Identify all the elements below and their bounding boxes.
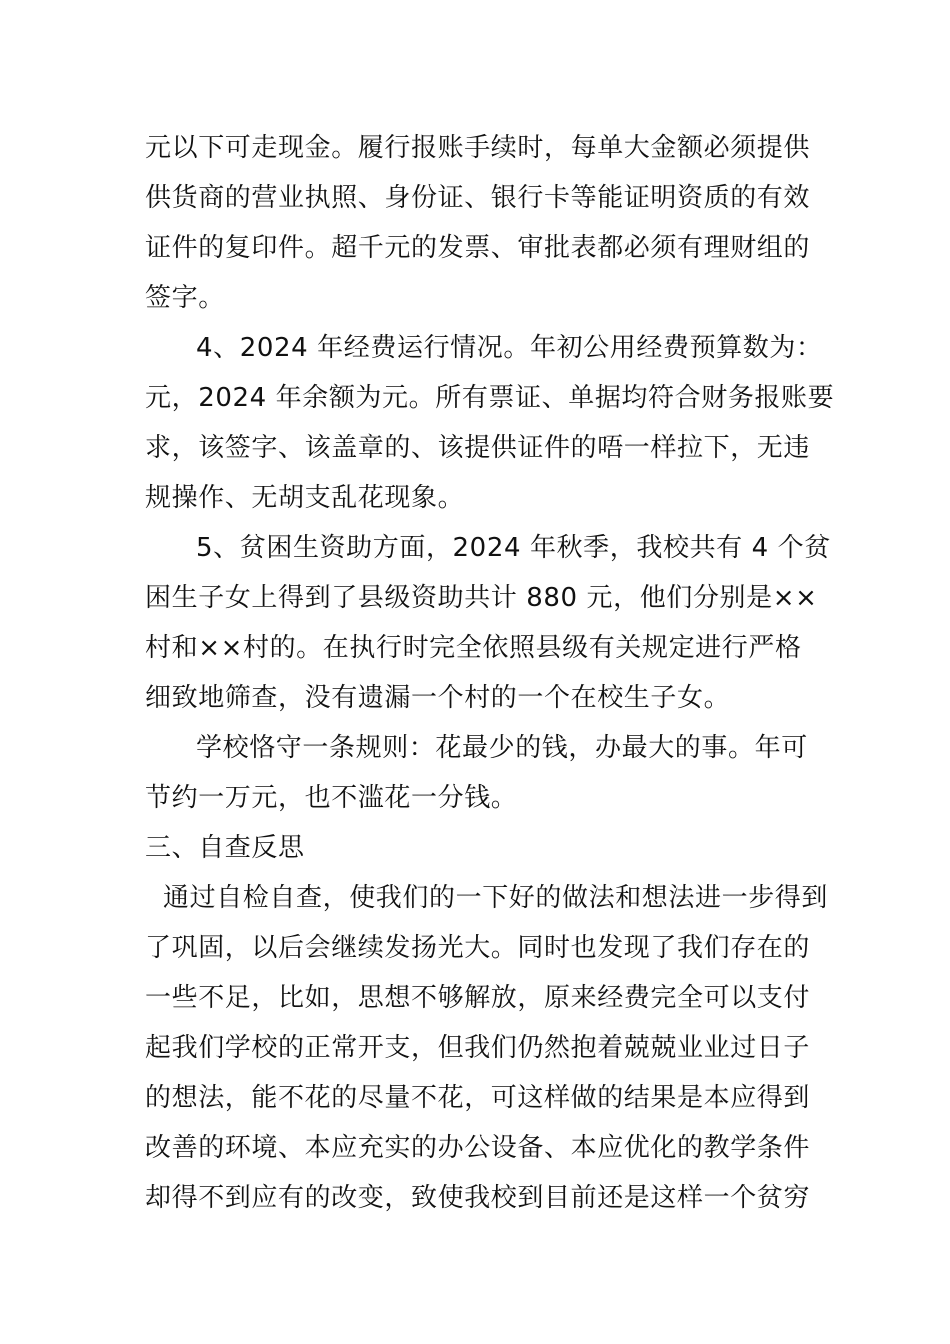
paragraph-line: 签字。 [145,283,225,313]
paragraph-line: 改善的环境、本应充实的办公设备、本应优化的教学条件 [145,1133,811,1163]
paragraph-line-item-4: 4、2024 年经费运行情况。年初公用经费预算数为： [196,333,823,363]
paragraph-line: 一些不足，比如，思想不够解放，原来经费完全可以支付 [145,983,811,1013]
paragraph-line-item-5: 5、贫困生资助方面，2024 年秋季，我校共有 4 个贫 [196,533,831,563]
paragraph-line: 供货商的营业执照、身份证、银行卡等能证明资质的有效 [145,183,811,213]
paragraph-line: 元，2024 年余额为元。所有票证、单据均符合财务报账要 [145,383,835,413]
paragraph-line: 通过自检自查，使我们的一下好的做法和想法进一步得到 [163,883,829,913]
paragraph-line: 节约一万元，也不滥花一分钱。 [145,783,518,813]
paragraph-line: 规操作、无胡支乱花现象。 [145,483,465,513]
section-heading: 三、自查反思 [145,833,305,863]
paragraph-line: 困生子女上得到了县级资助共计 880 元，他们分别是×× [145,583,818,613]
paragraph-line: 了巩固，以后会继续发扬光大。同时也发现了我们存在的 [145,933,811,963]
paragraph-line: 细致地筛查，没有遗漏一个村的一个在校生子女。 [145,683,731,713]
paragraph-line: 求，该签字、该盖章的、该提供证件的唔一样拉下，无违 [145,433,811,463]
paragraph-line-rule: 学校恪守一条规则：花最少的钱，办最大的事。年可 [196,733,808,763]
paragraph-line: 证件的复印件。超千元的发票、审批表都必须有理财组的 [145,233,811,263]
paragraph-line: 元以下可走现金。履行报账手续时，每单大金额必须提供 [145,133,811,163]
paragraph-line: 的想法，能不花的尽量不花，可这样做的结果是本应得到 [145,1083,811,1113]
paragraph-line: 村和××村的。在执行时完全依照县级有关规定进行严格 [145,633,802,663]
paragraph-line: 起我们学校的正常开支，但我们仍然抱着兢兢业业过日子 [145,1033,811,1063]
paragraph-line: 却得不到应有的改变，致使我校到目前还是这样一个贫穷 [145,1183,811,1213]
